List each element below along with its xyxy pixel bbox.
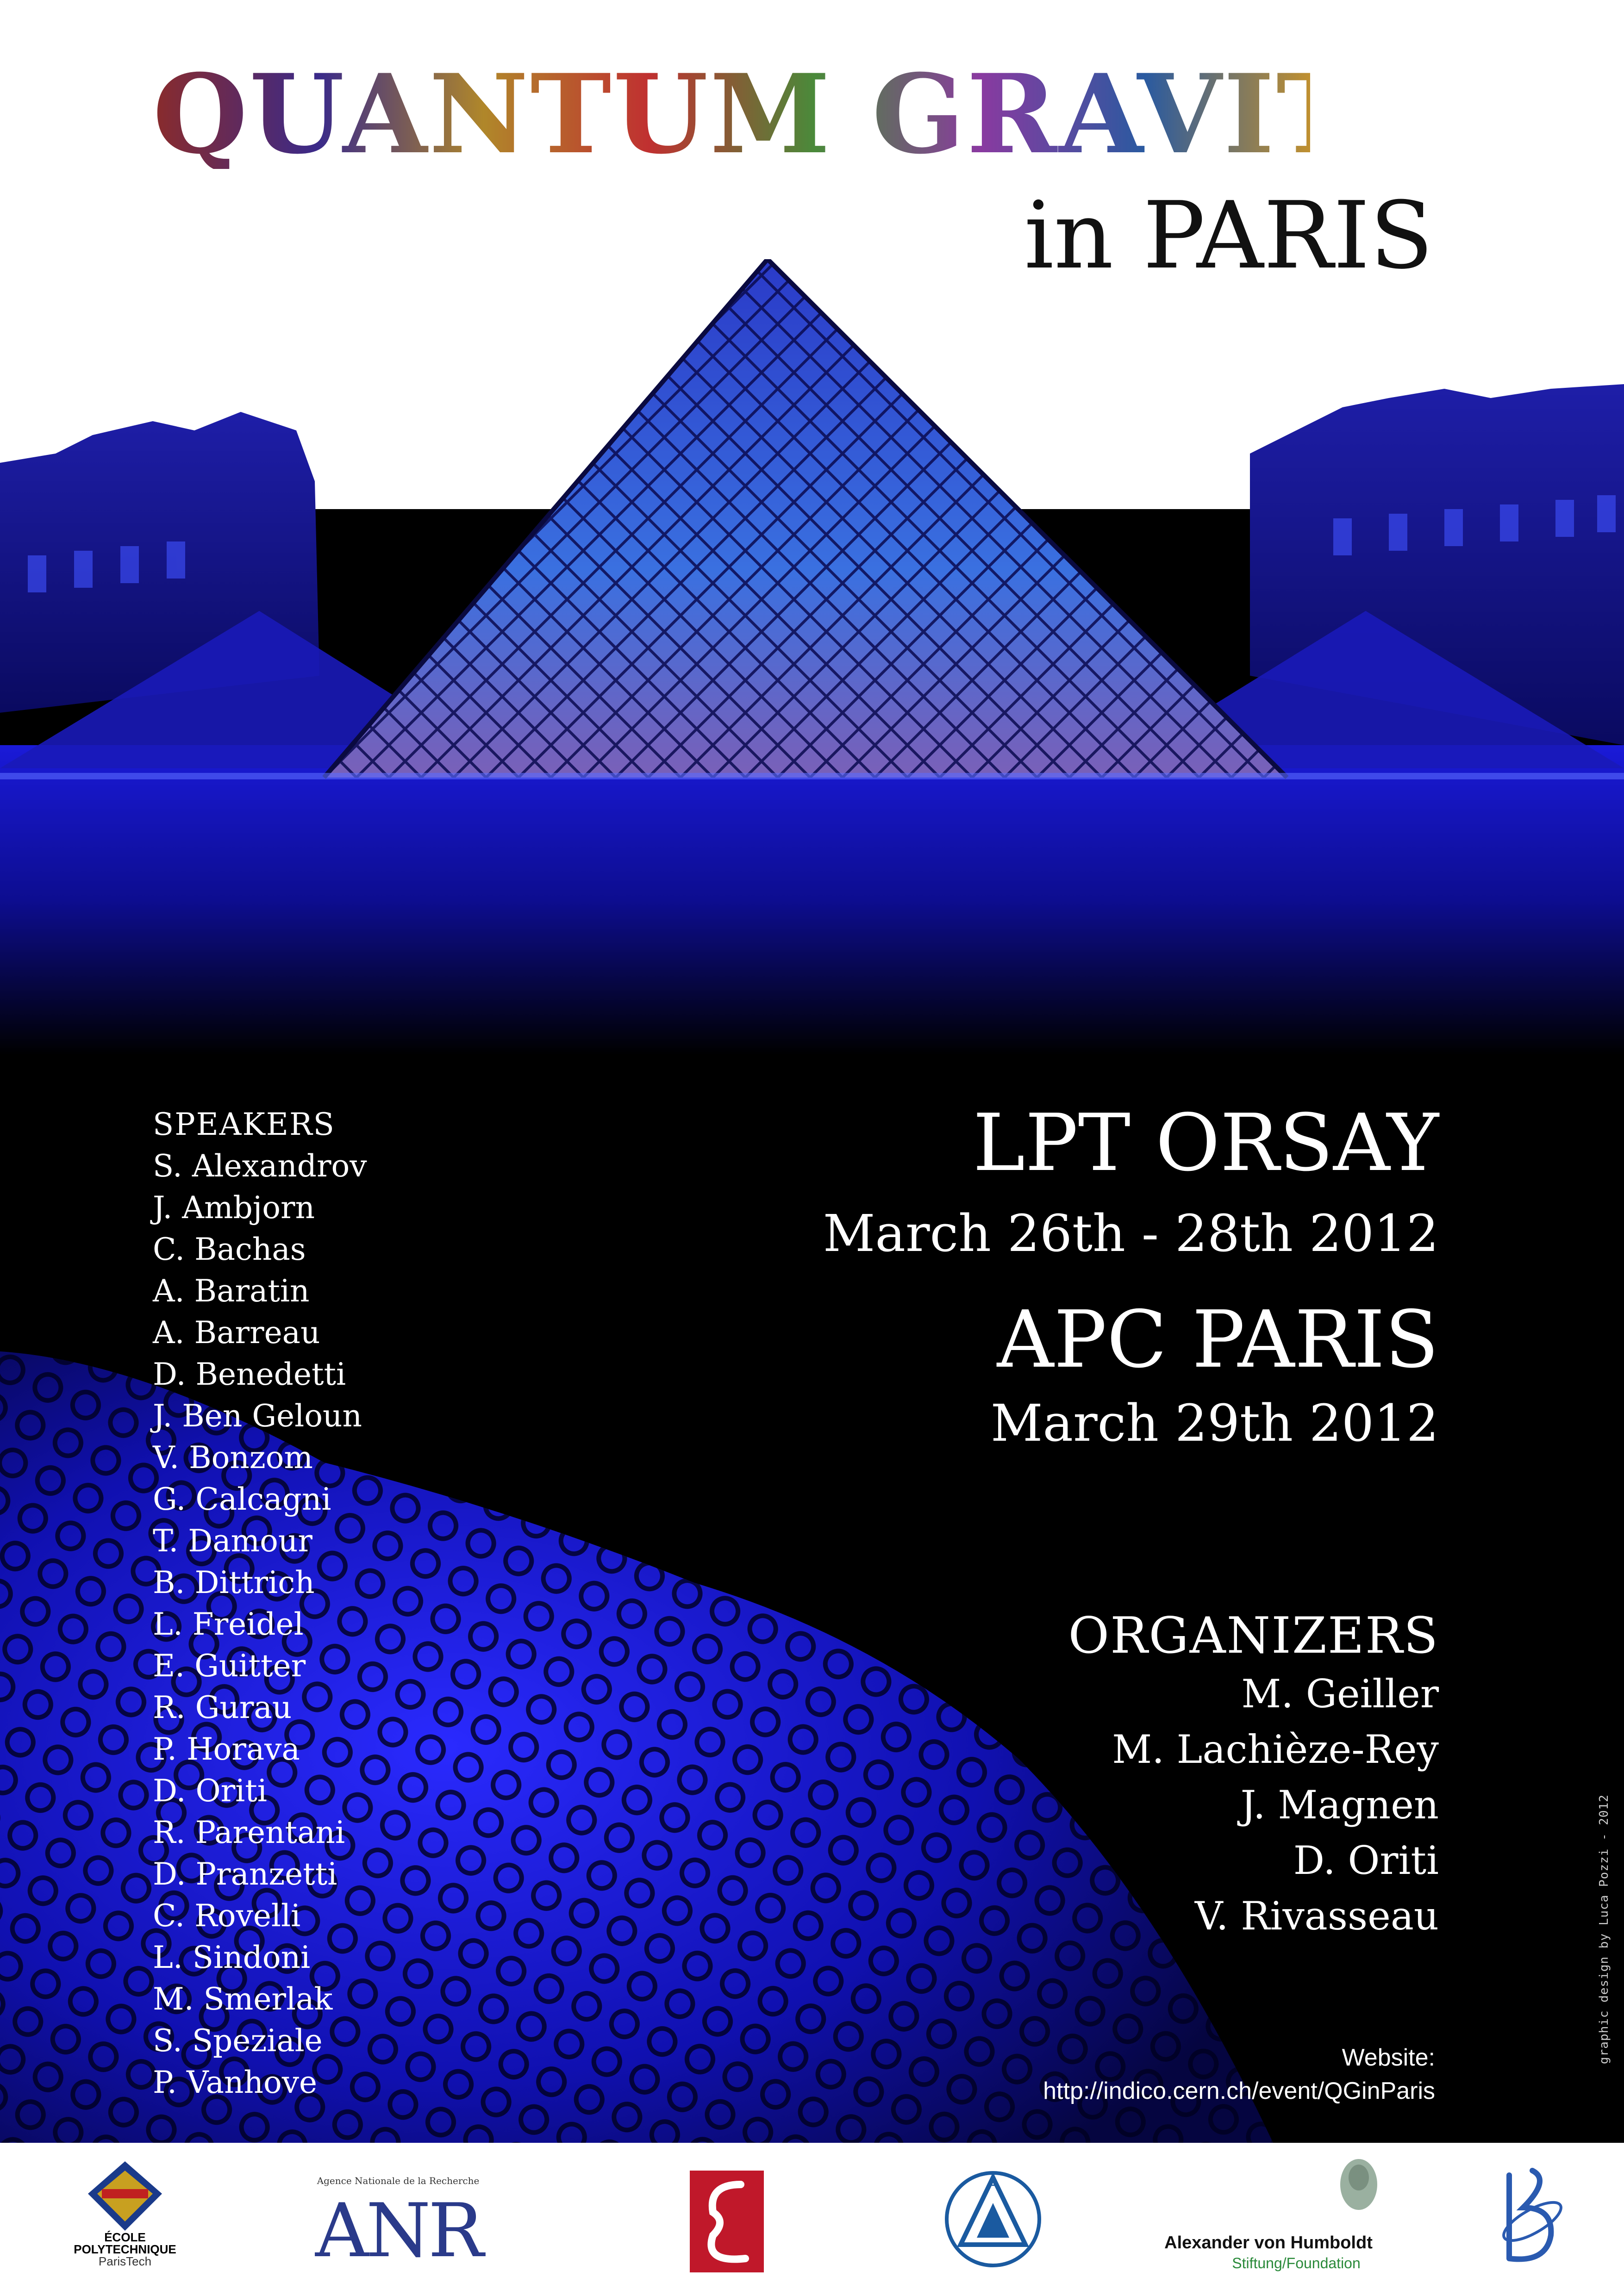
polytechnique-logo <box>56 2152 194 2286</box>
speakers-heading: SPEAKERS <box>153 1107 335 1142</box>
polytechnique-line3: ParisTech <box>98 2254 152 2268</box>
svg-text:A: A <box>987 2175 999 2193</box>
anr-mark: ANR <box>315 2187 481 2274</box>
design-credit: graphic design by Luca Pozzi - 2012 <box>1597 1794 1611 2064</box>
speaker-name: A. Baratin <box>153 1273 310 1309</box>
speaker-name: V. Bonzom <box>153 1440 313 1475</box>
organizer-name: M. Lachièze-Rey <box>1112 1727 1439 1772</box>
louvre-pyramid-photo <box>0 259 1624 1055</box>
venue-lpt-orsay: LPT ORSAY <box>973 1097 1439 1189</box>
title-main: QUANTUM GRAVITY <box>153 50 1439 178</box>
speaker-name: S. Speziale <box>153 2023 323 2059</box>
speaker-name: D. Oriti <box>153 1773 267 1809</box>
venue-apc-paris: APC PARIS <box>997 1294 1439 1386</box>
speaker-name: L. Freidel <box>153 1606 304 1642</box>
sponsor-logos-strip <box>0 2143 1624 2296</box>
speaker-name: J. Ambjorn <box>153 1190 315 1226</box>
polytechnique-emblem-icon <box>56 2152 194 2240</box>
speaker-name: R. Gurau <box>153 1690 292 1725</box>
speaker-name: C. Rovelli <box>153 1898 301 1934</box>
venue-lpt-orsay-dates: March 26th - 28th 2012 <box>823 1204 1439 1263</box>
speaker-name: T. Damour <box>153 1523 312 1559</box>
speaker-name: D. Pranzetti <box>153 1856 337 1892</box>
website-label: Website: <box>1342 2044 1435 2071</box>
website-url[interactable]: http://indico.cern.ch/event/QGinParis <box>1043 2078 1435 2104</box>
humboldt-name: Alexander von Humboldt <box>1164 2233 1373 2252</box>
anr-caption: Agence Nationale de la Recherche <box>317 2175 480 2186</box>
venue-apc-paris-dates: March 29th 2012 <box>990 1394 1439 1453</box>
speaker-name: P. Horava <box>153 1731 300 1767</box>
speaker-name: P. Vanhove <box>153 2065 318 2100</box>
anr-logo <box>306 2152 491 2286</box>
website-block <box>1043 2041 1435 2108</box>
organizers-list <box>1068 1606 1439 1944</box>
humboldt-portrait-icon <box>1333 2152 1384 2226</box>
speaker-name: R. Parentani <box>153 1815 345 1850</box>
organizer-name: J. Magnen <box>1240 1782 1439 1828</box>
humboldt-logo <box>1148 2152 1389 2286</box>
speaker-name: A. Barreau <box>153 1315 320 1350</box>
speaker-name: C. Bachas <box>153 1232 306 1267</box>
speaker-name: E. Guitter <box>153 1648 306 1684</box>
apc-logo-icon <box>940 2152 1046 2286</box>
speaker-name: G. Calcagni <box>153 1481 331 1517</box>
speaker-name: D. Benedetti <box>153 1356 346 1392</box>
red-institute-emblem-icon <box>685 2152 768 2286</box>
humboldt-sub: Stiftung/Foundation <box>1232 2255 1361 2271</box>
polytechnique-line2: POLYTECHNIQUE <box>74 2242 176 2256</box>
organizer-name: M. Geiller <box>1241 1671 1439 1717</box>
speaker-name: B. Dittrich <box>153 1565 315 1600</box>
title-sub: in PARIS <box>1024 182 1433 290</box>
lpt-symbol-icon <box>1481 2152 1574 2286</box>
speaker-name: M. Smerlak <box>153 1981 333 2017</box>
organizer-name: V. Rivasseau <box>1194 1893 1439 1939</box>
organizers-heading: ORGANIZERS <box>1068 1607 1439 1665</box>
polytechnique-line1: ÉCOLE <box>104 2230 146 2244</box>
speaker-name: S. Alexandrov <box>153 1148 367 1184</box>
organizer-name: D. Oriti <box>1293 1838 1439 1883</box>
speaker-name: L. Sindoni <box>153 1940 311 1975</box>
speakers-list <box>153 1104 367 2103</box>
speaker-name: J. Ben Geloun <box>153 1398 362 1434</box>
